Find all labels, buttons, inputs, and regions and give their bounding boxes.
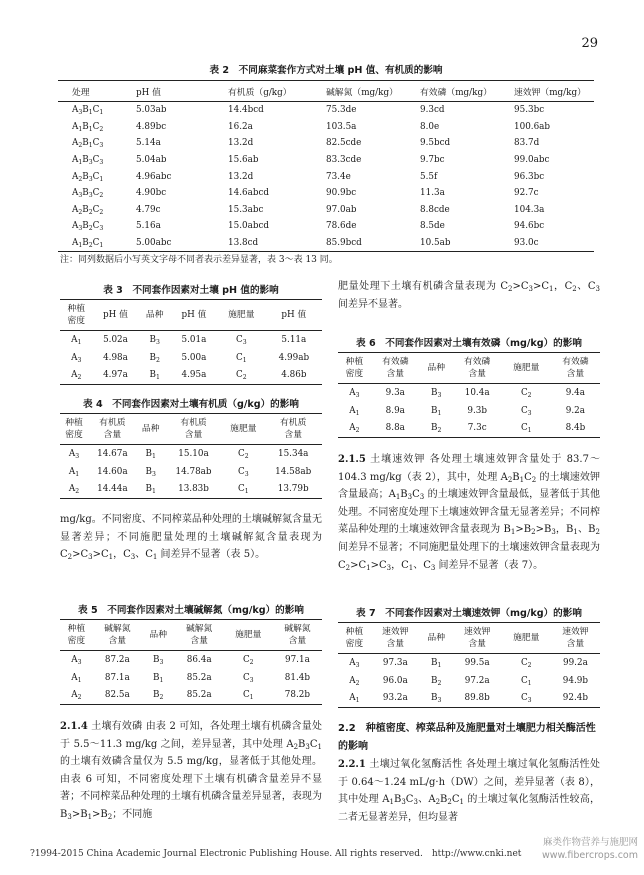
right-paragraph-2 xyxy=(338,451,600,574)
table5-cell: $B_3$ xyxy=(153,654,164,666)
table3-cell: $C_1$ xyxy=(235,352,247,364)
table2-treatment-cell: $A_1B_2C_1$ xyxy=(72,238,104,250)
table4-header-cell: 有机质 含量 xyxy=(88,414,137,445)
table7-cell: $B_3$ xyxy=(431,693,442,705)
table4-cell: $C_1$ xyxy=(238,484,249,496)
table5-header-cell: 碱解氮 含量 xyxy=(175,620,224,651)
left-paragraph-1: mg/kg。不同密度、不同榨菜品种处理的土壤碱解氮含量无显著差异；不同施肥量处理的土壤碱解氮含量表现为 $C_2>C_3>C_1$，$C_3$、$C_1$ 间差异不显著（表 5）。 xyxy=(60,514,322,562)
table5-header-cell: 种植 密度 xyxy=(60,620,93,651)
table4-cell: 15.10a xyxy=(178,448,209,459)
table3-caption: 表 3 不同套作因素对土壤 pH 值的影响 xyxy=(103,285,279,296)
table2-header-cell: pH 值 xyxy=(136,81,228,102)
table7-cell: 89.8b xyxy=(464,693,490,704)
table3-cell: 4.99ab xyxy=(278,352,310,363)
table4-cell: 14.58ab xyxy=(275,466,312,477)
left-heading-number: 2.1.4 xyxy=(60,721,88,732)
table4-cell: $B_1$ xyxy=(145,484,156,496)
table7-cell: $A_3$ xyxy=(349,657,360,669)
section-2-2-heading: 2.2 种植密度、榨菜品种及施肥量对土壤肥力相关酶活性的影响 xyxy=(338,723,596,752)
table7-cell: $C_3$ xyxy=(520,693,532,705)
table7-cell: 97.2a xyxy=(464,675,490,686)
table2-value-cell: 5.04ab xyxy=(136,155,167,166)
table4-header-cell: 有机质 含量 xyxy=(264,414,322,445)
table4-cell: $C_3$ xyxy=(238,466,249,478)
table2-treatment-cell: $A_2B_1C_3$ xyxy=(72,138,104,150)
table3-header-cell: pH 值 xyxy=(266,300,322,331)
table4 xyxy=(60,413,322,499)
table2-header-cell: 碱解氮（mg/kg） xyxy=(326,81,420,102)
table3-cell: $A_2$ xyxy=(71,370,82,382)
table6-cell: $B_2$ xyxy=(431,423,442,435)
table3-cell: $B_3$ xyxy=(149,334,160,346)
table7 xyxy=(338,622,600,708)
table2-header-cell: 速效钾（mg/kg） xyxy=(514,81,594,102)
table3 xyxy=(60,299,322,385)
right-heading3-number: 2.2.1 xyxy=(338,759,366,770)
right-heading3-title: 土壤过氧化氢酶活性 xyxy=(369,759,463,770)
table2-value-cell: 15.6ab xyxy=(228,155,259,166)
table6-cell: 9.4a xyxy=(565,387,586,398)
table6-row xyxy=(338,419,600,437)
table3-cell: 5.11a xyxy=(281,334,307,345)
table4-cell: 13.79b xyxy=(277,484,309,495)
table2-treatment-cell: $A_1B_1C_2$ xyxy=(72,121,104,133)
table2-value-cell: 83.7d xyxy=(514,138,540,149)
table6-header-cell: 有效磷 含量 xyxy=(453,353,502,384)
copyright-footer: ?1994-2015 China Academic Journal Electronic Publishing House. All rights reserved. http://www.cnki.net xyxy=(30,849,522,859)
table7-header-row xyxy=(338,623,600,654)
table2-value-cell: 13.2d xyxy=(228,138,254,149)
right-paragraph-3 xyxy=(338,756,600,826)
table4-cell: $B_1$ xyxy=(145,448,156,460)
table2-value-cell: 9.3cd xyxy=(420,105,445,116)
table6-cell: 9.2a xyxy=(565,405,586,416)
table2-value-cell: 100.6ab xyxy=(514,121,551,132)
table6-header-cell: 种植 密度 xyxy=(338,353,371,384)
table4-cell: 14.67a xyxy=(97,448,128,459)
table2-value-cell: 4.90bc xyxy=(136,188,167,199)
table2-row xyxy=(58,119,594,136)
table6-header-cell: 施肥量 xyxy=(502,353,551,384)
table2-value-cell: 73.4e xyxy=(326,171,351,182)
table4-cell: $A_3$ xyxy=(68,448,80,460)
table2-value-cell: 96.3bc xyxy=(514,171,545,182)
left-paragraph-2-body: 由表 2 可知，各处理土壤有机磷含量处于 5.5～11.3 mg/kg 之间，差异显著，其中处理 $A_2B_3C_1$ 的土壤有效磷含量仅为 5.5 mg/kg，显著低于其他处理。由表 6 可知，不同密度处理下土壤有机磷含量差异不显著；不同榨菜品种处理的土壤有机磷含量差异显著，表现为 $B_3>B_1>B_2$；不同施 xyxy=(60,721,322,821)
table7-cell: $A_1$ xyxy=(349,693,360,705)
table2-header-cell: 有效磷（mg/kg） xyxy=(420,81,514,102)
table4-cell: 14.60a xyxy=(97,466,128,477)
table7-cell: 97.3a xyxy=(382,657,408,668)
table3-cell: $C_3$ xyxy=(235,334,247,346)
table5-cell: 85.2a xyxy=(186,690,212,701)
table5-cell: $A_2$ xyxy=(71,690,82,702)
table4-cell: 14.44a xyxy=(97,484,128,495)
table3-cell: 5.01a xyxy=(181,334,207,345)
table5-row xyxy=(60,686,322,704)
table2-value-cell: 5.03ab xyxy=(136,105,167,116)
table2-treatment-cell: $A_2B_2C_2$ xyxy=(72,204,104,216)
table7-header-cell: 速效钾 含量 xyxy=(453,623,502,654)
right-paragraph-3-body: 各处理土壤过氧化氢酶活性处于 0.64～1.24 mL/g·h（DW）之间，差异显著（表 8），其中处理 $A_1B_3C_3$、$A_2B_2C_1$ 的土壤过氧化氢酶活性较高，二者无显著差异，但均显著 xyxy=(338,759,601,823)
table2-value-cell: 92.7c xyxy=(514,188,539,199)
table2-value-cell: 85.9bcd xyxy=(326,238,362,249)
table7-row xyxy=(338,654,600,672)
table7-cell: 99.5a xyxy=(464,657,490,668)
table2-value-cell: 8.0e xyxy=(420,121,440,132)
table5-header-row xyxy=(60,620,322,651)
table2-value-cell: 4.89bc xyxy=(136,121,167,132)
table6-row xyxy=(338,402,600,420)
table2-value-cell: 99.0abc xyxy=(514,155,550,166)
table6-cell: $A_3$ xyxy=(349,387,360,399)
table6-cell: $C_2$ xyxy=(520,387,532,399)
table5 xyxy=(60,619,322,705)
table2-treatment-cell: $A_1B_3C_3$ xyxy=(72,155,104,167)
table5-caption: 表 5 不同套作因素对土壤碱解氮（mg/kg）的影响 xyxy=(78,605,304,616)
table2-value-cell: 103.5a xyxy=(326,121,357,132)
table6-header-cell: 有效磷 含量 xyxy=(551,353,600,384)
table2-value-cell: 5.00abc xyxy=(136,238,172,249)
table4-cell: $A_1$ xyxy=(68,466,80,478)
table6-header-cell: 有效磷 含量 xyxy=(371,353,420,384)
table5-cell: 82.5a xyxy=(104,690,130,701)
table2-row xyxy=(58,218,594,235)
table2-row xyxy=(58,202,594,219)
table6-cell: 8.4b xyxy=(565,423,586,434)
table6 xyxy=(338,352,600,438)
right-paragraph-1: 肥量处理下土壤有机磷含量表现为 $C_2>C_3>C_1$，$C_2$、$C_3$ 间差异不显著。 xyxy=(338,281,600,310)
table2-row xyxy=(58,235,594,252)
table2-value-cell: 8.8cde xyxy=(420,204,450,215)
table2-row xyxy=(58,102,594,119)
table7-header-cell: 施肥量 xyxy=(502,623,551,654)
table7-cell: $C_2$ xyxy=(520,657,532,669)
table2-value-cell: 15.3abc xyxy=(228,204,264,215)
table6-header-cell: 品种 xyxy=(420,353,453,384)
left-paragraph-2 xyxy=(60,718,322,824)
table5-header-cell: 碱解氮 含量 xyxy=(93,620,142,651)
table2-row xyxy=(58,135,594,152)
table7-header-cell: 速效钾 含量 xyxy=(551,623,600,654)
table5-cell: $C_3$ xyxy=(242,672,254,684)
table2-value-cell: 15.0abcd xyxy=(228,221,270,232)
table2-value-cell: 94.6bc xyxy=(514,221,545,232)
table5-header-cell: 碱解氮 含量 xyxy=(273,620,322,651)
table2-treatment-cell: $A_2B_3C_1$ xyxy=(72,171,104,183)
table7-cell: $A_2$ xyxy=(349,675,360,687)
table5-cell: 78.2b xyxy=(284,690,311,701)
table6-cell: $B_3$ xyxy=(431,387,442,399)
table6-row xyxy=(338,384,600,402)
table7-header-cell: 速效钾 含量 xyxy=(371,623,420,654)
table2-value-cell: 13.8cd xyxy=(228,238,259,249)
table7-cell: $B_1$ xyxy=(431,657,442,669)
table3-cell: 5.00a xyxy=(181,352,207,363)
table3-cell: $A_3$ xyxy=(71,352,82,364)
table4-header-row xyxy=(60,414,322,445)
table2-caption: 表 2 不同麻菜套作方式对土壤 pH 值、有机质的影响 xyxy=(209,65,443,76)
table2-value-cell: 10.5ab xyxy=(420,238,451,249)
table3-header-cell: 种植 密度 xyxy=(60,300,93,331)
table2-value-cell: 4.79c xyxy=(136,204,161,215)
table7-caption: 表 7 不同套作因素对土壤速效钾（mg/kg）的影响 xyxy=(356,608,582,619)
table3-cell: 4.98a xyxy=(103,352,128,363)
table5-cell: $C_1$ xyxy=(242,690,254,702)
table2-value-cell: 97.0ab xyxy=(326,204,357,215)
table7-cell: 94.9b xyxy=(562,675,589,686)
table7-row xyxy=(338,672,600,690)
table7-header-cell: 品种 xyxy=(420,623,453,654)
table3-cell: 4.97a xyxy=(103,370,128,381)
watermark xyxy=(542,836,638,862)
table6-cell: $A_1$ xyxy=(349,405,360,417)
table6-cell: 7.3c xyxy=(467,423,487,434)
table5-cell: 97.1a xyxy=(284,654,310,665)
right-paragraph-2-body: 各处理土壤速效钾含量处于 83.7～104.3 mg/kg（表 2），其中，处理 $A_2B_1C_2$ 的土壤速效钾含量最高；$A_1B_3C_3$ 的土壤速效钾含量最低，显著低于其他处理。不同密度处理下土壤速效钾含量无显著差异；不同榨菜品种处理的土壤速效钾含量表现为 $B_1>B_2>B_3$，$B_1$、$B_2$ 间差异不显著；不同施肥量处理下的土壤速效钾含量表现为 $C_2>C_1>C_3$，$C_1$、$C_3$ 间差异不显著（表 7）。 xyxy=(338,454,601,572)
table2-value-cell: 11.3a xyxy=(420,188,445,199)
table2-header-cell: 有机质（g/kg） xyxy=(228,81,326,102)
table2-value-cell: 14.6abcd xyxy=(228,188,270,199)
table4-header-cell: 施肥量 xyxy=(222,414,264,445)
table3-cell: $B_1$ xyxy=(149,370,160,382)
left-heading-title: 土壤有效磷 xyxy=(91,721,143,732)
table7-cell: $C_1$ xyxy=(520,675,532,687)
table3-row xyxy=(60,331,322,349)
table2-value-cell: 9.7bc xyxy=(420,155,445,166)
table2-value-cell: 83.3cde xyxy=(326,155,362,166)
table3-header-cell: 品种 xyxy=(138,300,171,331)
table5-cell: $B_2$ xyxy=(153,690,164,702)
table2-row xyxy=(58,185,594,202)
table4-row xyxy=(60,463,322,481)
table2-value-cell: 93.0c xyxy=(514,238,539,249)
table2-value-cell: 5.16a xyxy=(136,221,161,232)
table6-cell: $C_1$ xyxy=(520,423,532,435)
table3-cell: $B_2$ xyxy=(149,352,160,364)
table2-row xyxy=(58,168,594,185)
table7-cell: 92.4b xyxy=(562,693,589,704)
right-heading-title: 土壤速效钾 xyxy=(370,454,426,465)
watermark-line-1: 麻类作物营养与施肥网 xyxy=(542,837,638,848)
table3-cell: $C_2$ xyxy=(235,370,247,382)
watermark-line-2: www.fibercrops.com xyxy=(541,850,638,861)
table3-cell: 4.95a xyxy=(181,370,207,381)
table2-value-cell: 82.5cde xyxy=(326,138,362,149)
table7-cell: 99.2a xyxy=(562,657,588,668)
table5-row xyxy=(60,651,322,669)
table6-cell: $B_1$ xyxy=(431,405,442,417)
table4-header-cell: 有机质 含量 xyxy=(165,414,223,445)
table4-cell: 13.83b xyxy=(178,484,209,495)
table2-value-cell: 104.3a xyxy=(514,204,545,215)
table5-cell: $A_3$ xyxy=(71,654,82,666)
table2-value-cell: 95.3bc xyxy=(514,105,545,116)
table7-header-cell: 种植 密度 xyxy=(338,623,371,654)
table3-cell: 5.02a xyxy=(103,334,128,345)
table2-value-cell: 13.2d xyxy=(228,171,254,182)
table4-cell: $A_2$ xyxy=(68,484,80,496)
table2-treatment-cell: $A_3B_3C_2$ xyxy=(72,188,104,200)
table2-value-cell: 14.4bcd xyxy=(228,105,264,116)
table5-row xyxy=(60,669,322,687)
table2-treatment-cell: $A_3B_2C_3$ xyxy=(72,221,104,233)
table3-header-cell: pH 值 xyxy=(93,300,139,331)
table2-value-cell: 90.9bc xyxy=(326,188,357,199)
table5-cell: 87.2a xyxy=(104,654,130,665)
table5-header-cell: 品种 xyxy=(142,620,175,651)
table3-cell: $A_1$ xyxy=(71,334,82,346)
table4-row xyxy=(60,480,322,498)
table5-cell: $A_1$ xyxy=(71,672,82,684)
table2 xyxy=(58,80,594,252)
table3-cell: 4.86b xyxy=(281,370,307,381)
table7-row xyxy=(338,689,600,707)
table4-header-cell: 种植 密度 xyxy=(60,414,88,445)
table4-cell: $B_3$ xyxy=(145,466,156,478)
table5-cell: $C_2$ xyxy=(242,654,254,666)
table6-cell: $C_3$ xyxy=(520,405,532,417)
table6-cell: 9.3b xyxy=(467,405,487,416)
table3-row xyxy=(60,349,322,367)
table5-cell: 85.2a xyxy=(186,672,212,683)
table2-treatment-cell: $A_3B_1C_1$ xyxy=(72,105,104,117)
table5-cell: $B_1$ xyxy=(153,672,164,684)
table6-cell: $A_2$ xyxy=(349,423,360,435)
table4-cell: $C_2$ xyxy=(238,448,249,460)
right-heading-number: 2.1.5 xyxy=(338,454,366,465)
table4-row xyxy=(60,445,322,463)
table4-cell: 15.34a xyxy=(277,448,309,459)
table6-cell: 8.8a xyxy=(385,423,405,434)
table2-value-cell: 5.5f xyxy=(420,171,438,182)
table3-header-cell: 施肥量 xyxy=(217,300,266,331)
table5-header-cell: 施肥量 xyxy=(224,620,273,651)
table2-value-cell: 4.96abc xyxy=(136,171,172,182)
table7-cell: 93.2a xyxy=(382,693,408,704)
table7-cell: 96.0a xyxy=(382,675,408,686)
table4-header-cell: 品种 xyxy=(137,414,165,445)
table2-value-cell: 5.14a xyxy=(136,138,161,149)
table2-note: 注：同列数据后小写英文字母不同者表示差异显著，表 3～表 13 同。 xyxy=(60,255,338,265)
table4-caption: 表 4 不同套作因素对土壤有机质（g/kg）的影响 xyxy=(83,399,299,410)
table6-header-row xyxy=(338,353,600,384)
table2-value-cell: 78.6de xyxy=(326,221,357,232)
table6-caption: 表 6 不同套作因素对土壤有效磷（mg/kg）的影响 xyxy=(356,338,582,349)
table5-cell: 86.4a xyxy=(186,654,212,665)
table3-row xyxy=(60,366,322,384)
page-number: 29 xyxy=(581,36,598,51)
table3-header-row xyxy=(60,300,322,331)
table5-cell: 87.1a xyxy=(104,672,130,683)
table7-cell: $B_2$ xyxy=(431,675,442,687)
table2-row xyxy=(58,152,594,169)
table6-cell: 9.3a xyxy=(385,387,405,398)
table6-cell: 8.9a xyxy=(385,405,405,416)
table5-cell: 81.4b xyxy=(284,672,311,683)
table2-value-cell: 8.5de xyxy=(420,221,445,232)
table6-cell: 10.4a xyxy=(464,387,490,398)
table3-header-cell: pH 值 xyxy=(171,300,217,331)
table2-value-cell: 9.5bcd xyxy=(420,138,451,149)
table2-header-cell: 处理 xyxy=(58,81,136,102)
table2-value-cell: 16.2a xyxy=(228,121,253,132)
table2-value-cell: 75.3de xyxy=(326,105,357,116)
table4-cell: 14.78ab xyxy=(175,466,212,477)
